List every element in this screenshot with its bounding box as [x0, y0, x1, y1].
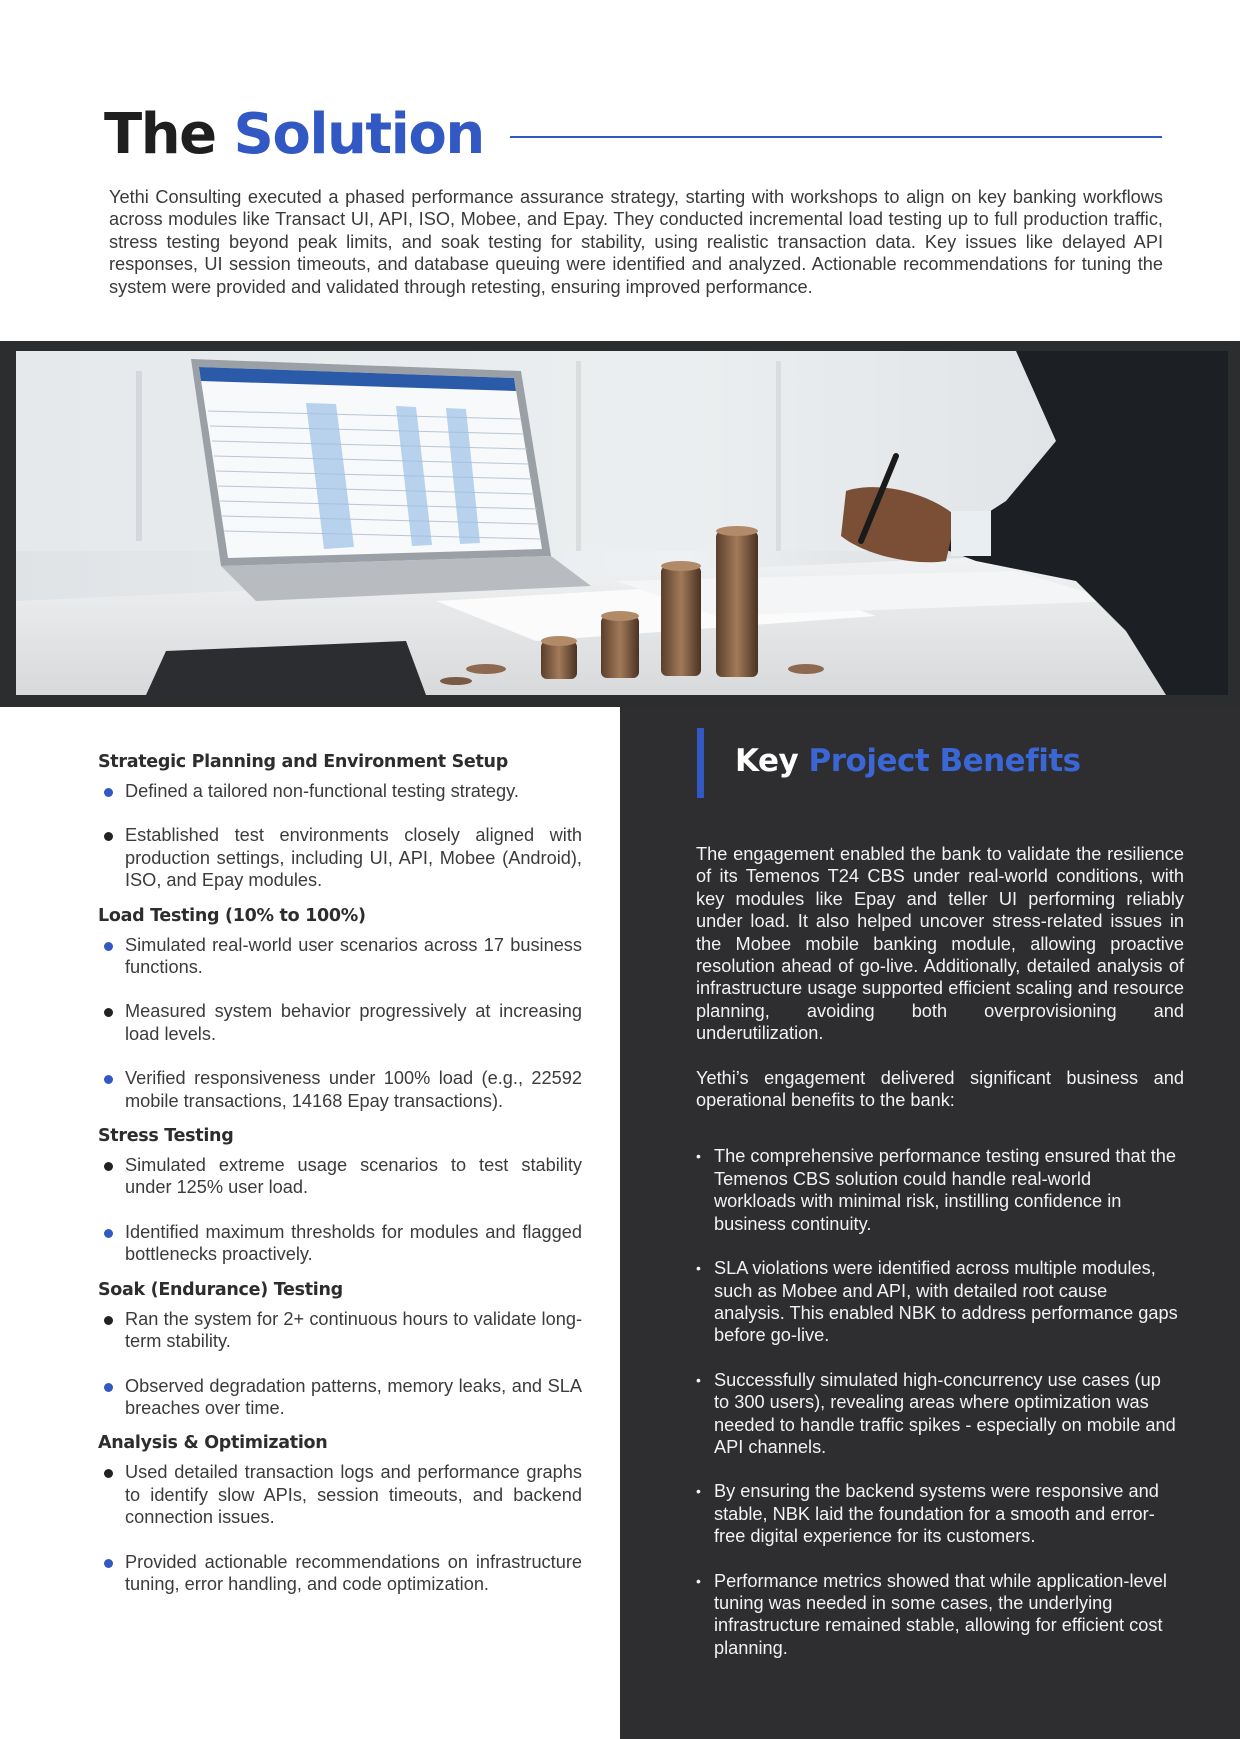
- benefits-title-part2: Project Benefits: [808, 743, 1081, 779]
- solution-details: [0, 707, 620, 1739]
- list-item: Verified responsiveness under 100% load (e.g., 22592 mobile transactions, 14168 Epay transactions).: [98, 1067, 582, 1112]
- benefits-title: [735, 743, 1081, 779]
- benefits-title-part1: Key: [735, 743, 799, 779]
- page-title: [104, 102, 484, 167]
- photo-band: [0, 341, 1240, 707]
- section-heading: Soak (Endurance) Testing: [98, 1279, 343, 1300]
- key-benefits-panel: [620, 707, 1240, 1739]
- list-item: Ran the system for 2+ continuous hours to validate long-term stability.: [98, 1308, 582, 1353]
- list-item: Identified maximum thresholds for modules and flagged bottlenecks proactively.: [98, 1221, 582, 1266]
- section-heading: Stress Testing: [98, 1126, 234, 1147]
- list-item: Used detailed transaction logs and performance graphs to identify slow APIs, session timeouts, and backend connection issues.: [98, 1461, 582, 1528]
- section-heading: Load Testing (10% to 100%): [98, 905, 366, 926]
- list-item: Established test environments closely aligned with production settings, including UI, API, Mobee (Android), ISO, and Epay modules.: [98, 824, 582, 891]
- title-row: [104, 98, 1162, 170]
- bullet-list: [98, 934, 582, 1112]
- bullet-list: [98, 1461, 582, 1595]
- benefits-intro: Yethi’s engagement delivered significant business and operational benefits to the bank:: [696, 1067, 1184, 1111]
- benefits-list: [696, 1145, 1184, 1659]
- list-item: Observed degradation patterns, memory leaks, and SLA breaches over time.: [98, 1375, 582, 1420]
- bullet-list: [98, 1154, 582, 1266]
- list-item: Simulated real-world user scenarios across 17 business functions.: [98, 934, 582, 979]
- list-item: • Performance metrics showed that while application-level tuning was needed in some cases, the underlying infrastructure remained stable, allowing for efficient cost planning.: [696, 1570, 1184, 1660]
- bullet-list: [98, 780, 582, 892]
- list-item: Measured system behavior progressively at increasing load levels.: [98, 1000, 582, 1045]
- list-item: Provided actionable recommendations on infrastructure tuning, error handling, and code optimization.: [98, 1551, 582, 1596]
- intro-paragraph: Yethi Consulting executed a phased performance assurance strategy, starting with workshops to align on key banking workflows across modules like Transact UI, API, ISO, Mobee, and Epay. They conducted incremental load testing up to full production traffic, stress testing beyond peak limits, and soak testing for stability, using realistic transaction data. Key issues like delayed API responses, UI session timeouts, and database queuing were identified and analyzed. Actionable recommendations for tuning the system were provided and validated through retesting, ensuring improved performance.: [109, 187, 1163, 297]
- list-item: • By ensuring the backend systems were responsive and stable, NBK laid the foundation for a smooth and error-free digital experience for its customers.: [696, 1480, 1184, 1547]
- title-divider: [510, 136, 1162, 138]
- list-item: • SLA violations were identified across multiple modules, such as Mobee and API, with detailed root cause analysis. This enabled NBK to address performance gaps before go-live.: [696, 1257, 1184, 1347]
- benefits-paragraph: The engagement enabled the bank to validate the resilience of its Temenos T24 CBS under real-world conditions, with key modules like Epay and teller UI performing reliably under load. It also helped uncover stress-related issues in the Mobee mobile banking module, allowing proactive resolution ahead of go-live. Additionally, detailed analysis of infrastructure usage supported efficient scaling and resource planning, avoiding both overprovisioning and underutilization.: [696, 844, 1184, 1044]
- benefits-body: [696, 843, 1184, 1681]
- list-item: Defined a tailored non-functional testing strategy.: [98, 780, 582, 802]
- list-item: • Successfully simulated high-concurrency use cases (up to 300 users), revealing areas where optimization was needed to handle traffic spikes - especially on mobile and API channels.: [696, 1369, 1184, 1459]
- section-heading: Strategic Planning and Environment Setup: [98, 752, 508, 772]
- accent-bar: [697, 728, 704, 798]
- list-item: Simulated extreme usage scenarios to test stability under 125% user load.: [98, 1154, 582, 1199]
- section-heading: Analysis & Optimization: [98, 1433, 328, 1454]
- bullet-list: [98, 1308, 582, 1420]
- page-title-part2: Solution: [233, 101, 484, 167]
- laptop-coins-photo: [16, 351, 1228, 695]
- list-item: • The comprehensive performance testing ensured that the Temenos CBS solution could handle real-world workloads with minimal risk, instilling confidence in business continuity.: [696, 1145, 1184, 1235]
- page-title-part1: The: [104, 101, 216, 167]
